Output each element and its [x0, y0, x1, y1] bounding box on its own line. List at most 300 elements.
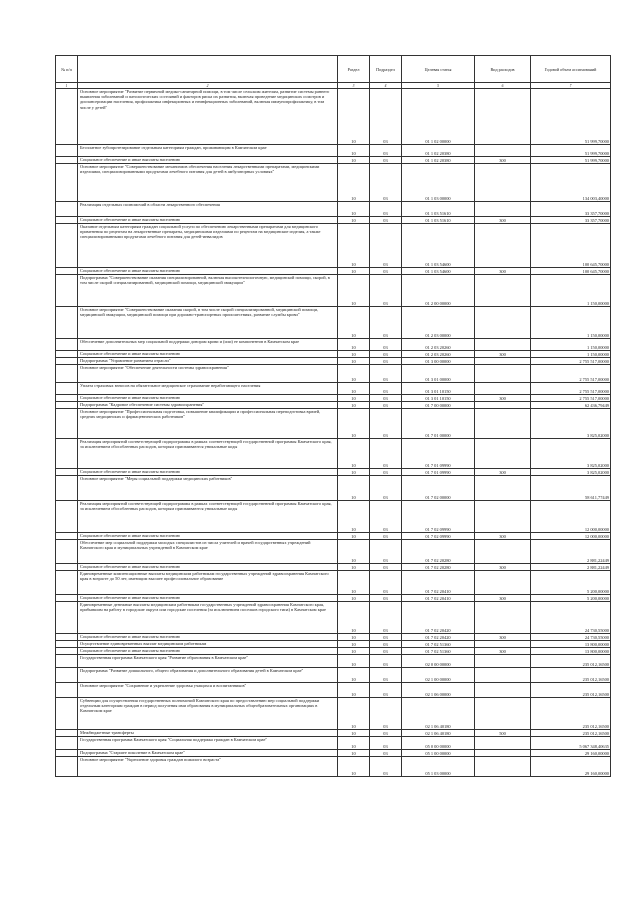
row-number-cell: [56, 402, 78, 409]
row-name-cell: Социальное обеспечение и иные выплаты населению: [78, 268, 338, 275]
row-name-cell: Реализация мероприятий соответствующей подпрограммы в рамках соответствующей государственной программы Камчатского края, за исключением обособленных расходов, которым присваиваются уникальные коды: [78, 439, 338, 469]
table-row: [56, 668, 611, 683]
row-razdel-cell: 10: [338, 164, 370, 202]
row-vr-cell: [475, 339, 531, 351]
row-csr-cell: 01 7 02 20280: [402, 540, 475, 564]
row-csr-cell: 05 1 03 00000: [402, 757, 475, 777]
row-amount-cell: 5 200,00000: [531, 571, 611, 595]
row-razdel-cell: 10: [338, 202, 370, 217]
row-amount-cell: 29 160,00000: [531, 750, 611, 757]
row-name-cell: Социальное обеспечение и иные выплаты населению: [78, 469, 338, 476]
row-razdel-cell: 10: [338, 339, 370, 351]
row-number-cell: [56, 698, 78, 730]
row-csr-cell: 01 7 02 20410: [402, 595, 475, 602]
row-amount-cell: 1 150,00000: [531, 307, 611, 339]
row-razdel-cell: 10: [338, 217, 370, 224]
row-vr-cell: [475, 409, 531, 439]
row-vr-cell: [475, 602, 531, 634]
header-podrazdel: Подраздел: [370, 56, 402, 83]
row-podrazdel-cell: 03: [370, 145, 402, 157]
row-amount-cell: 134 003,40000: [531, 164, 611, 202]
row-name-cell: Уплата страховых взносов на обязательное медицинское страхование неработающего населения: [78, 383, 338, 395]
row-amount-cell: 13 800,00000: [531, 641, 611, 648]
row-vr-cell: 300: [475, 351, 531, 358]
row-csr-cell: 01 7 01 09990: [402, 469, 475, 476]
row-number-cell: [56, 683, 78, 698]
row-csr-cell: 02 1 00 00000: [402, 668, 475, 683]
table-body: [56, 89, 611, 777]
row-razdel-cell: 10: [338, 409, 370, 439]
row-vr-cell: [475, 402, 531, 409]
row-name-cell: Подпрограмма "Управление развитием отрасли": [78, 358, 338, 365]
row-csr-cell: 01 2 03 20260: [402, 339, 475, 351]
row-vr-cell: [475, 476, 531, 501]
row-amount-cell: 3 825,02000: [531, 409, 611, 439]
row-number-cell: [56, 540, 78, 564]
table-row: [56, 533, 611, 540]
row-csr-cell: 01 7 02 51360: [402, 641, 475, 648]
row-name-cell: Бесплатное зубопротезирование отдельным категориям граждан, проживающим в Камчатском крае: [78, 145, 338, 157]
row-amount-cell: 3 825,02000: [531, 469, 611, 476]
row-podrazdel-cell: 03: [370, 307, 402, 339]
row-amount-cell: 5 200,00000: [531, 595, 611, 602]
row-razdel-cell: 10: [338, 655, 370, 668]
row-razdel-cell: 10: [338, 757, 370, 777]
row-razdel-cell: 10: [338, 730, 370, 737]
row-vr-cell: 300: [475, 469, 531, 476]
table-row: [56, 655, 611, 668]
row-amount-cell: 12 000,00000: [531, 501, 611, 533]
row-name-cell: Основное мероприятие "Меры социальной поддержки медицинских работников": [78, 476, 338, 501]
row-vr-cell: 300: [475, 268, 531, 275]
row-csr-cell: 01 1 02 20380: [402, 157, 475, 164]
row-podrazdel-cell: 03: [370, 602, 402, 634]
row-csr-cell: 02 1 06 40180: [402, 698, 475, 730]
row-name-cell: Социальное обеспечение и иные выплаты населению: [78, 157, 338, 164]
table-row: [56, 698, 611, 730]
table-row: [56, 641, 611, 648]
row-razdel-cell: 10: [338, 402, 370, 409]
row-razdel-cell: 10: [338, 634, 370, 641]
row-number-cell: [56, 383, 78, 395]
column-number: 4: [370, 83, 402, 89]
row-number-cell: [56, 757, 78, 777]
row-razdel-cell: 10: [338, 469, 370, 476]
row-vr-cell: [475, 655, 531, 668]
row-amount-cell: 5 067 348,40635: [531, 737, 611, 750]
table-row: [56, 648, 611, 655]
row-name-cell: Реализация отдельных полномочий в области лекарственного обеспечения: [78, 202, 338, 217]
row-podrazdel-cell: 03: [370, 564, 402, 571]
row-podrazdel-cell: 03: [370, 268, 402, 275]
header-amount: Годовой объем ассигнований: [531, 56, 611, 83]
row-number-cell: [56, 307, 78, 339]
row-number-cell: [56, 648, 78, 655]
table-row: [56, 501, 611, 533]
table-row: [56, 351, 611, 358]
row-vr-cell: [475, 383, 531, 395]
table-row: [56, 595, 611, 602]
row-podrazdel-cell: 03: [370, 439, 402, 469]
row-podrazdel-cell: 03: [370, 571, 402, 595]
row-razdel-cell: 10: [338, 737, 370, 750]
row-amount-cell: 12 000,00000: [531, 533, 611, 540]
table-row: [56, 564, 611, 571]
column-number: 2: [78, 83, 338, 89]
row-number-cell: [56, 634, 78, 641]
row-vr-cell: 300: [475, 648, 531, 655]
row-vr-cell: 300: [475, 533, 531, 540]
row-vr-cell: [475, 275, 531, 307]
row-razdel-cell: 10: [338, 145, 370, 157]
row-number-cell: [56, 145, 78, 157]
row-vr-cell: [475, 683, 531, 698]
row-amount-cell: 51 999,70000: [531, 89, 611, 145]
row-csr-cell: 01 1 03 51610: [402, 202, 475, 217]
row-name-cell: Социальное обеспечение и иные выплаты населению: [78, 217, 338, 224]
row-name-cell: Межбюджетные трансферты: [78, 730, 338, 737]
row-csr-cell: 01 7 02 20280: [402, 564, 475, 571]
row-amount-cell: 51 999,70000: [531, 157, 611, 164]
row-amount-cell: 2 755 517,00000: [531, 395, 611, 402]
row-name-cell: Основное мероприятие "Обеспечение деятельности системы здравоохранения": [78, 365, 338, 383]
row-csr-cell: 01 7 02 00000: [402, 476, 475, 501]
row-podrazdel-cell: 03: [370, 275, 402, 307]
row-razdel-cell: 10: [338, 365, 370, 383]
row-podrazdel-cell: 03: [370, 501, 402, 533]
row-razdel-cell: 10: [338, 395, 370, 402]
table-header-row: [56, 56, 611, 83]
row-csr-cell: 01 7 02 51360: [402, 648, 475, 655]
row-name-cell: Социальное обеспечение и иные выплаты населению: [78, 648, 338, 655]
row-amount-cell: 58 611,77449: [531, 476, 611, 501]
row-number-cell: [56, 501, 78, 533]
row-podrazdel-cell: 03: [370, 202, 402, 217]
row-number-cell: [56, 365, 78, 383]
row-amount-cell: 1 150,00000: [531, 351, 611, 358]
row-csr-cell: 01 7 00 00000: [402, 402, 475, 409]
row-podrazdel-cell: 03: [370, 365, 402, 383]
table-row: [56, 540, 611, 564]
table-row: [56, 476, 611, 501]
row-vr-cell: [475, 641, 531, 648]
row-amount-cell: 235 012,16500: [531, 698, 611, 730]
row-razdel-cell: 10: [338, 595, 370, 602]
row-podrazdel-cell: 03: [370, 476, 402, 501]
row-razdel-cell: 10: [338, 351, 370, 358]
row-number-cell: [56, 358, 78, 365]
row-number-cell: [56, 224, 78, 268]
header-name: [78, 56, 338, 83]
row-csr-cell: 01 7 02 20420: [402, 602, 475, 634]
row-razdel-cell: 10: [338, 668, 370, 683]
row-razdel-cell: 10: [338, 275, 370, 307]
row-csr-cell: 02 0 00 00000: [402, 655, 475, 668]
row-vr-cell: [475, 145, 531, 157]
row-name-cell: Единовременные компенсационные выплаты медицинским работникам государственных учреждений здравоохранения Камчатского края в возрасте до 50 лет, имеющим высшее профессиональное образование: [78, 571, 338, 595]
row-vr-cell: [475, 307, 531, 339]
row-amount-cell: 235 012,16500: [531, 730, 611, 737]
row-podrazdel-cell: 03: [370, 750, 402, 757]
row-razdel-cell: 10: [338, 476, 370, 501]
header-num: № п/п: [56, 56, 78, 83]
row-vr-cell: 300: [475, 564, 531, 571]
row-csr-cell: 01 3 01 10150: [402, 383, 475, 395]
row-name-cell: Социальное обеспечение и иные выплаты населению: [78, 351, 338, 358]
budget-table-sheet: [55, 55, 610, 880]
row-csr-cell: 01 2 00 00000: [402, 275, 475, 307]
row-amount-cell: 2 755 517,00000: [531, 365, 611, 383]
column-number: 7: [531, 83, 611, 89]
row-amount-cell: 24 730,55000: [531, 602, 611, 634]
row-number-cell: [56, 641, 78, 648]
table-row: [56, 383, 611, 395]
row-podrazdel-cell: 03: [370, 89, 402, 145]
row-number-cell: [56, 655, 78, 668]
row-razdel-cell: 10: [338, 533, 370, 540]
column-number: 6: [475, 83, 531, 89]
row-name-cell: Основное мероприятие "Совершенствование оказания скорой, в том числе скорой специализированной, медицинской помощи, медицинской эвакуации, медицинской помощи при дорожно-транспортных происшествиях, развитие службы крови": [78, 307, 338, 339]
row-name-cell: Основное мероприятие "Развитие первичной медико-санитарной помощи, в том числе сельским жителям, развитие системы раннего выявления заболеваний и патологических состояний и факторов риска их развития, включая проведение медицинских осмотров и диспансеризации населения, профилактика инфекционных и неинфекционных заболеваний, включая иммунопрофилактику, в том числе у детей": [78, 89, 338, 145]
row-number-cell: [56, 339, 78, 351]
row-name-cell: Основное мероприятие "Укрепление здоровья граждан пожилого возраста": [78, 757, 338, 777]
row-number-cell: [56, 409, 78, 439]
header-csr: Целевая статья: [402, 56, 475, 83]
row-amount-cell: 24 730,55000: [531, 634, 611, 641]
row-razdel-cell: 10: [338, 439, 370, 469]
row-razdel-cell: 10: [338, 540, 370, 564]
row-vr-cell: [475, 89, 531, 145]
row-name-cell: Государственная программа Камчатского края "Развитие образования в Камчатском крае": [78, 655, 338, 668]
table-row: [56, 402, 611, 409]
row-razdel-cell: 10: [338, 564, 370, 571]
row-number-cell: [56, 571, 78, 595]
row-amount-cell: 2 881,22449: [531, 564, 611, 571]
row-name-cell: Социальное обеспечение и иные выплаты населению: [78, 595, 338, 602]
row-razdel-cell: 10: [338, 698, 370, 730]
row-amount-cell: 33 357,70000: [531, 202, 611, 217]
row-vr-cell: [475, 698, 531, 730]
row-vr-cell: [475, 164, 531, 202]
header-razdel: Раздел: [338, 56, 370, 83]
row-vr-cell: 300: [475, 157, 531, 164]
row-razdel-cell: 10: [338, 383, 370, 395]
row-podrazdel-cell: 03: [370, 634, 402, 641]
row-name-cell: Государственная программа Камчатского края "Социальная поддержка граждан в Камчатском крае": [78, 737, 338, 750]
row-name-cell: Социальное обеспечение и иные выплаты населению: [78, 533, 338, 540]
row-vr-cell: 300: [475, 395, 531, 402]
row-csr-cell: 02 1 06 40180: [402, 730, 475, 737]
row-razdel-cell: 10: [338, 648, 370, 655]
table-row: [56, 757, 611, 777]
row-amount-cell: 1 150,00000: [531, 339, 611, 351]
table-row: [56, 275, 611, 307]
row-razdel-cell: 10: [338, 683, 370, 698]
row-vr-cell: [475, 750, 531, 757]
row-csr-cell: 01 3 01 10150: [402, 395, 475, 402]
row-number-cell: [56, 595, 78, 602]
row-amount-cell: 2 881,22449: [531, 540, 611, 564]
row-name-cell: Социальное обеспечение и иные выплаты населению: [78, 395, 338, 402]
row-amount-cell: 51 999,70000: [531, 145, 611, 157]
row-podrazdel-cell: 03: [370, 351, 402, 358]
row-vr-cell: [475, 540, 531, 564]
row-amount-cell: 100 645,70000: [531, 224, 611, 268]
row-podrazdel-cell: 03: [370, 540, 402, 564]
table-row: [56, 217, 611, 224]
column-number: 3: [338, 83, 370, 89]
row-vr-cell: [475, 439, 531, 469]
row-name-cell: Оказание отдельным категориям граждан социальной услуги по обеспечению лекарственными препаратами для медицинского применения по рецептам на лекарственные препараты, медицинскими изделиями по рецептам на медицинские изделия, а также специализированными продуктами лечебного питания для детей-инвалидов: [78, 224, 338, 268]
table-row: [56, 730, 611, 737]
row-podrazdel-cell: 03: [370, 409, 402, 439]
row-vr-cell: 300: [475, 595, 531, 602]
table-row: [56, 365, 611, 383]
row-name-cell: Социальное обеспечение и иные выплаты населению: [78, 634, 338, 641]
row-podrazdel-cell: 03: [370, 217, 402, 224]
row-amount-cell: 13 800,00000: [531, 648, 611, 655]
row-podrazdel-cell: 03: [370, 358, 402, 365]
table-row: [56, 89, 611, 145]
row-razdel-cell: 10: [338, 268, 370, 275]
row-vr-cell: [475, 501, 531, 533]
row-csr-cell: 01 7 02 09990: [402, 501, 475, 533]
row-number-cell: [56, 602, 78, 634]
row-podrazdel-cell: 03: [370, 402, 402, 409]
row-amount-cell: 235 012,16500: [531, 683, 611, 698]
row-vr-cell: [475, 757, 531, 777]
table-row: [56, 571, 611, 595]
row-number-cell: [56, 533, 78, 540]
row-podrazdel-cell: 03: [370, 655, 402, 668]
row-csr-cell: 01 7 02 20410: [402, 571, 475, 595]
row-number-cell: [56, 351, 78, 358]
row-name-cell: Осуществление единовременных выплат медицинским работникам: [78, 641, 338, 648]
row-csr-cell: 01 7 02 09990: [402, 533, 475, 540]
row-razdel-cell: 10: [338, 602, 370, 634]
row-name-cell: Основное мероприятие "Профессиональная подготовка, повышение квалификации и профессиональная переподготовка врачей, средних медицинских и фармацевтических работников": [78, 409, 338, 439]
row-podrazdel-cell: 03: [370, 339, 402, 351]
table-row: [56, 157, 611, 164]
row-number-cell: [56, 737, 78, 750]
table-row: [56, 602, 611, 634]
row-csr-cell: 01 1 03 54600: [402, 224, 475, 268]
row-amount-cell: 29 160,00000: [531, 757, 611, 777]
row-podrazdel-cell: 03: [370, 648, 402, 655]
table-row: [56, 145, 611, 157]
row-vr-cell: [475, 737, 531, 750]
row-podrazdel-cell: 03: [370, 224, 402, 268]
table-row: [56, 202, 611, 217]
row-csr-cell: 01 7 01 09990: [402, 439, 475, 469]
row-number-cell: [56, 476, 78, 501]
table-row: [56, 224, 611, 268]
row-razdel-cell: 10: [338, 641, 370, 648]
row-amount-cell: 2 755 517,00000: [531, 383, 611, 395]
row-amount-cell: 1 150,00000: [531, 275, 611, 307]
row-amount-cell: 2 755 517,00000: [531, 358, 611, 365]
row-name-cell: Подпрограмма "Совершенствование оказания специализированной, включая высокотехнологичную, медицинской помощи, скорой, в том числе скорой специализированной, медицинской помощи, медицинской эвакуации": [78, 275, 338, 307]
row-csr-cell: 01 1 03 00000: [402, 164, 475, 202]
table-row: [56, 268, 611, 275]
row-number-cell: [56, 275, 78, 307]
row-name-cell: Обеспечение мер социальной поддержки молодых специалистов из числа учителей и врачей государственных учреждений Камчатского края и муниципальных учреждений в Камчатском крае: [78, 540, 338, 564]
table-row: [56, 737, 611, 750]
column-number: 5: [402, 83, 475, 89]
row-csr-cell: 02 1 06 00000: [402, 683, 475, 698]
row-vr-cell: 300: [475, 634, 531, 641]
row-podrazdel-cell: 03: [370, 383, 402, 395]
row-csr-cell: 05 1 00 00000: [402, 750, 475, 757]
row-vr-cell: [475, 202, 531, 217]
row-number-cell: [56, 750, 78, 757]
row-name-cell: Основное мероприятие "Совершенствование механизмов обеспечения населения лекарственными препаратами, медицинскими изделиями, специализированными продуктами лечебного питания для детей в амбулаторных условиях": [78, 164, 338, 202]
row-name-cell: Обеспечение дополнительных мер социальной поддержки донорам крови и (или) ее компонентов в Камчатском крае: [78, 339, 338, 351]
row-razdel-cell: 10: [338, 224, 370, 268]
row-vr-cell: [475, 358, 531, 365]
table-row: [56, 409, 611, 439]
table-row: [56, 634, 611, 641]
table-row: [56, 750, 611, 757]
row-vr-cell: [475, 224, 531, 268]
row-podrazdel-cell: 03: [370, 164, 402, 202]
table-row: [56, 307, 611, 339]
row-csr-cell: 01 1 03 54600: [402, 268, 475, 275]
row-number-cell: [56, 395, 78, 402]
row-podrazdel-cell: 03: [370, 157, 402, 164]
row-podrazdel-cell: 03: [370, 395, 402, 402]
row-razdel-cell: 10: [338, 571, 370, 595]
row-csr-cell: 01 7 01 00000: [402, 409, 475, 439]
row-number-cell: [56, 157, 78, 164]
row-csr-cell: 01 2 03 20260: [402, 351, 475, 358]
row-razdel-cell: 10: [338, 750, 370, 757]
row-name-cell: Субвенции для осуществления государственных полномочий Камчатского края по предоставлению мер социальной поддержки отдельным категориям граждан в период получения ими образования в муниципальных общеобразовательных организациях в Камчатском крае: [78, 698, 338, 730]
row-csr-cell: 01 2 03 00000: [402, 307, 475, 339]
row-vr-cell: 300: [475, 217, 531, 224]
column-number: 1: [56, 83, 78, 89]
row-number-cell: [56, 202, 78, 217]
row-amount-cell: 62 436,79449: [531, 402, 611, 409]
row-number-cell: [56, 89, 78, 145]
row-razdel-cell: 10: [338, 501, 370, 533]
row-name-cell: Реализация мероприятий соответствующей подпрограммы в рамках соответствующей государственной программы Камчатского края, за исключением обособленных расходов, которым присваиваются уникальные коды: [78, 501, 338, 533]
row-amount-cell: 100 645,70000: [531, 268, 611, 275]
row-number-cell: [56, 164, 78, 202]
row-csr-cell: 01 1 02 20380: [402, 145, 475, 157]
row-number-cell: [56, 564, 78, 571]
row-razdel-cell: 10: [338, 307, 370, 339]
row-csr-cell: 01 3 01 00000: [402, 365, 475, 383]
row-razdel-cell: 10: [338, 358, 370, 365]
row-csr-cell: 01 7 02 20420: [402, 634, 475, 641]
row-podrazdel-cell: 03: [370, 698, 402, 730]
row-csr-cell: 01 3 00 00000: [402, 358, 475, 365]
row-amount-cell: 235 012,16500: [531, 655, 611, 668]
row-podrazdel-cell: 03: [370, 641, 402, 648]
row-podrazdel-cell: 03: [370, 737, 402, 750]
table-row: [56, 439, 611, 469]
table-row: [56, 358, 611, 365]
table-row: [56, 339, 611, 351]
row-csr-cell: 01 1 03 51610: [402, 217, 475, 224]
row-name-cell: Социальное обеспечение и иные выплаты населению: [78, 564, 338, 571]
row-name-cell: Основное мероприятие "Сохранение и укрепление здоровья учащихся и воспитанников": [78, 683, 338, 698]
table-row: [56, 683, 611, 698]
row-vr-cell: [475, 668, 531, 683]
budget-table: [55, 55, 611, 777]
row-vr-cell: [475, 571, 531, 595]
